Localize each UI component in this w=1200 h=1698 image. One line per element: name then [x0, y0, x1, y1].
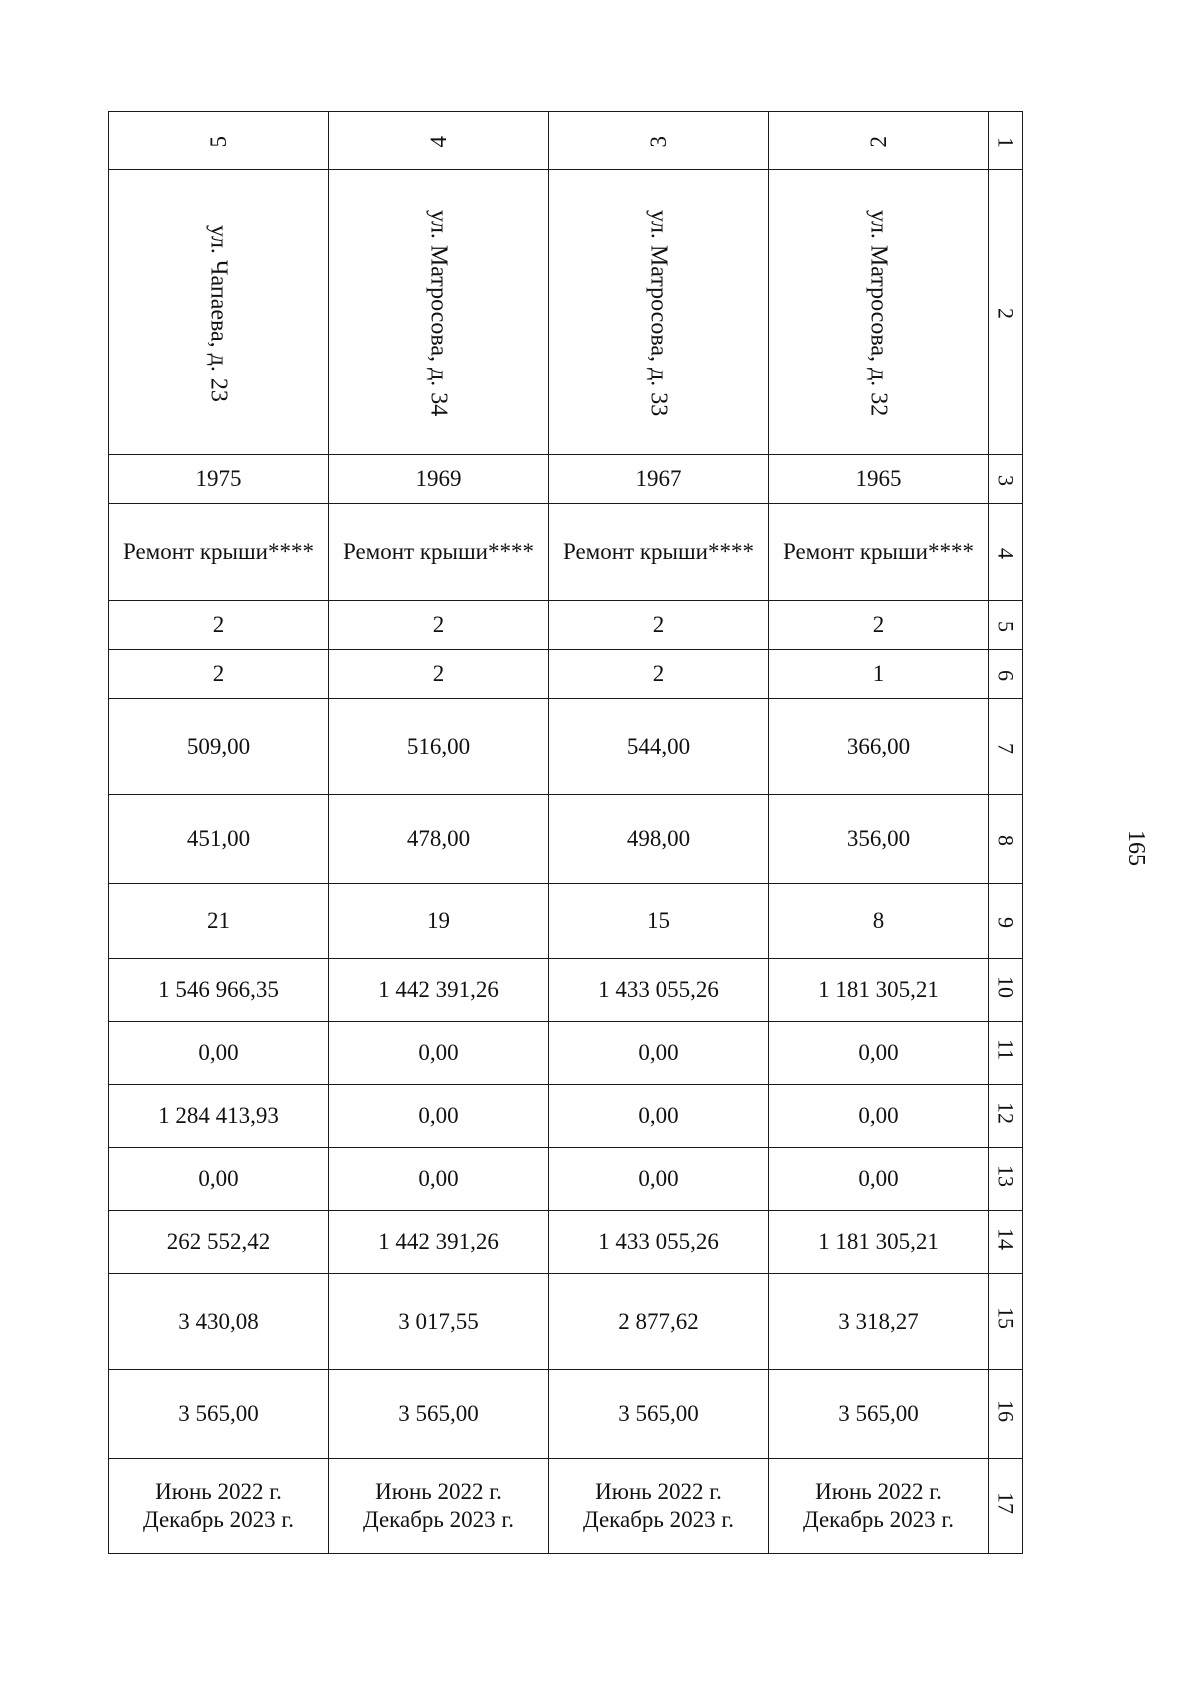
value-cell: 0,00 — [549, 1085, 769, 1148]
field-row — [109, 1211, 1023, 1274]
value-cell: 544,00 — [549, 699, 769, 795]
value-cell: 1 433 055,26 — [549, 1211, 769, 1274]
column-number: 17 — [993, 1491, 1019, 1514]
column-number-cell — [989, 1022, 1023, 1085]
value-cell: 0,00 — [329, 1022, 549, 1085]
column-number: 15 — [993, 1307, 1019, 1329]
value-cell: 0,00 — [769, 1022, 989, 1085]
row-number: 3 — [645, 136, 671, 148]
row-number: 4 — [425, 136, 451, 148]
column-number: 5 — [993, 621, 1019, 632]
period-cell — [329, 1459, 549, 1554]
value-cell: 356,00 — [769, 795, 989, 884]
value-cell: 498,00 — [549, 795, 769, 884]
value-cell: 1 442 391,26 — [329, 959, 549, 1022]
value-cell: 1 433 055,26 — [549, 959, 769, 1022]
field-row — [109, 650, 1023, 699]
field-row — [109, 504, 1023, 601]
column-number-cell — [989, 650, 1023, 699]
value-cell: 0,00 — [769, 1085, 989, 1148]
value-cell: 2 — [329, 601, 549, 650]
period-cell — [769, 1459, 989, 1554]
address: ул. Матросова, д. 34 — [425, 210, 452, 417]
column-number-cell — [989, 1459, 1023, 1554]
address-cell — [109, 170, 329, 455]
field-row — [109, 1148, 1023, 1211]
row-number-cell — [109, 112, 329, 170]
field-row — [109, 699, 1023, 795]
column-number: 12 — [993, 1101, 1019, 1124]
value-cell: 8 — [769, 884, 989, 959]
column-number: 10 — [993, 975, 1019, 998]
field-row — [109, 795, 1023, 884]
value-cell: 2 — [549, 601, 769, 650]
value-cell: 1975 — [109, 455, 329, 504]
field-row — [109, 1459, 1023, 1554]
data-table — [108, 111, 1023, 1554]
period-end: Декабрь 2023 г. — [363, 1507, 514, 1532]
value-cell: 2 — [769, 601, 989, 650]
column-number: 3 — [993, 475, 1019, 486]
column-number-cell — [989, 1085, 1023, 1148]
value-cell: 1 442 391,26 — [329, 1211, 549, 1274]
column-number: 13 — [993, 1164, 1019, 1187]
column-number: 9 — [993, 917, 1019, 928]
address: ул. Матросова, д. 33 — [645, 210, 672, 417]
column-number-cell — [989, 1148, 1023, 1211]
value-cell: 262 552,42 — [109, 1211, 329, 1274]
column-number: 7 — [993, 742, 1019, 754]
value-cell: Ремонт крыши**** — [549, 504, 769, 601]
column-number-cell — [989, 455, 1023, 504]
value-cell: Ремонт крыши**** — [769, 504, 989, 601]
value-cell: 478,00 — [329, 795, 549, 884]
column-number-cell — [989, 504, 1023, 601]
address: ул. Матросова, д. 32 — [865, 210, 892, 417]
row-number-cell — [769, 112, 989, 170]
column-number-cell — [989, 1274, 1023, 1370]
column-number: 1 — [993, 136, 1019, 148]
column-number: 8 — [993, 835, 1019, 846]
column-number-cell — [989, 699, 1023, 795]
value-cell: 1969 — [329, 455, 549, 504]
value-cell: 0,00 — [769, 1148, 989, 1211]
value-cell: 3 318,27 — [769, 1274, 989, 1370]
value-cell: 1 181 305,21 — [769, 959, 989, 1022]
value-cell: 366,00 — [769, 699, 989, 795]
value-cell: 3 017,55 — [329, 1274, 549, 1370]
value-cell: 0,00 — [109, 1148, 329, 1211]
value-cell: 15 — [549, 884, 769, 959]
address-cell — [549, 170, 769, 455]
field-row — [109, 170, 1023, 455]
column-number-cell — [989, 1211, 1023, 1274]
value-cell: 1 546 966,35 — [109, 959, 329, 1022]
column-number: 14 — [993, 1227, 1019, 1250]
column-number: 16 — [993, 1399, 1019, 1422]
column-number: 6 — [993, 670, 1019, 681]
value-cell: 21 — [109, 884, 329, 959]
address-cell — [769, 170, 989, 455]
value-cell: 0,00 — [549, 1148, 769, 1211]
period-cell — [109, 1459, 329, 1554]
period-start: Июнь 2022 г. — [155, 1479, 282, 1504]
value-cell: 2 — [549, 650, 769, 699]
column-number-cell — [989, 959, 1023, 1022]
page-number: 165 — [1123, 830, 1149, 866]
row-number-cell — [329, 112, 549, 170]
value-cell: 1965 — [769, 455, 989, 504]
column-number-cell — [989, 1370, 1023, 1459]
value-cell: 3 565,00 — [109, 1370, 329, 1459]
field-row — [109, 1022, 1023, 1085]
value-cell: 3 565,00 — [329, 1370, 549, 1459]
field-row — [109, 455, 1023, 504]
value-cell: 516,00 — [329, 699, 549, 795]
field-row — [109, 959, 1023, 1022]
period-cell — [549, 1459, 769, 1554]
field-row — [109, 884, 1023, 959]
row-number: 5 — [205, 136, 231, 148]
value-cell: 0,00 — [549, 1022, 769, 1085]
period-end: Декабрь 2023 г. — [143, 1507, 294, 1532]
value-cell: 19 — [329, 884, 549, 959]
period-end: Декабрь 2023 г. — [803, 1507, 954, 1532]
value-cell: 451,00 — [109, 795, 329, 884]
period-start: Июнь 2022 г. — [595, 1479, 722, 1504]
period-end: Декабрь 2023 г. — [583, 1507, 734, 1532]
address: ул. Чапаева, д. 23 — [205, 225, 232, 402]
value-cell: Ремонт крыши**** — [109, 504, 329, 601]
column-number-cell — [989, 601, 1023, 650]
value-cell: 3 565,00 — [549, 1370, 769, 1459]
value-cell: 0,00 — [109, 1022, 329, 1085]
value-cell: 3 565,00 — [769, 1370, 989, 1459]
field-row — [109, 1085, 1023, 1148]
field-row — [109, 1370, 1023, 1459]
row-number-cell — [549, 112, 769, 170]
value-cell: 0,00 — [329, 1085, 549, 1148]
value-cell: 1 181 305,21 — [769, 1211, 989, 1274]
column-number: 11 — [993, 1038, 1019, 1061]
value-cell: 2 — [109, 601, 329, 650]
value-cell: 2 — [329, 650, 549, 699]
value-cell: 1 — [769, 650, 989, 699]
address-cell — [329, 170, 549, 455]
value-cell: 1 284 413,93 — [109, 1085, 329, 1148]
column-number-cell — [989, 170, 1023, 455]
field-row — [109, 1274, 1023, 1370]
value-cell: 1967 — [549, 455, 769, 504]
value-cell: 2 — [109, 650, 329, 699]
column-number: 4 — [993, 548, 1019, 559]
value-cell: 3 430,08 — [109, 1274, 329, 1370]
column-number-cell — [989, 112, 1023, 170]
row-number: 2 — [865, 136, 891, 148]
value-cell: 2 877,62 — [549, 1274, 769, 1370]
column-number-cell — [989, 795, 1023, 884]
column-number: 2 — [993, 308, 1019, 319]
value-cell: 509,00 — [109, 699, 329, 795]
field-row — [109, 601, 1023, 650]
column-number-cell — [989, 884, 1023, 959]
value-cell: 0,00 — [329, 1148, 549, 1211]
value-cell: Ремонт крыши**** — [329, 504, 549, 601]
period-start: Июнь 2022 г. — [815, 1479, 942, 1504]
period-start: Июнь 2022 г. — [375, 1479, 502, 1504]
field-row — [109, 112, 1023, 170]
